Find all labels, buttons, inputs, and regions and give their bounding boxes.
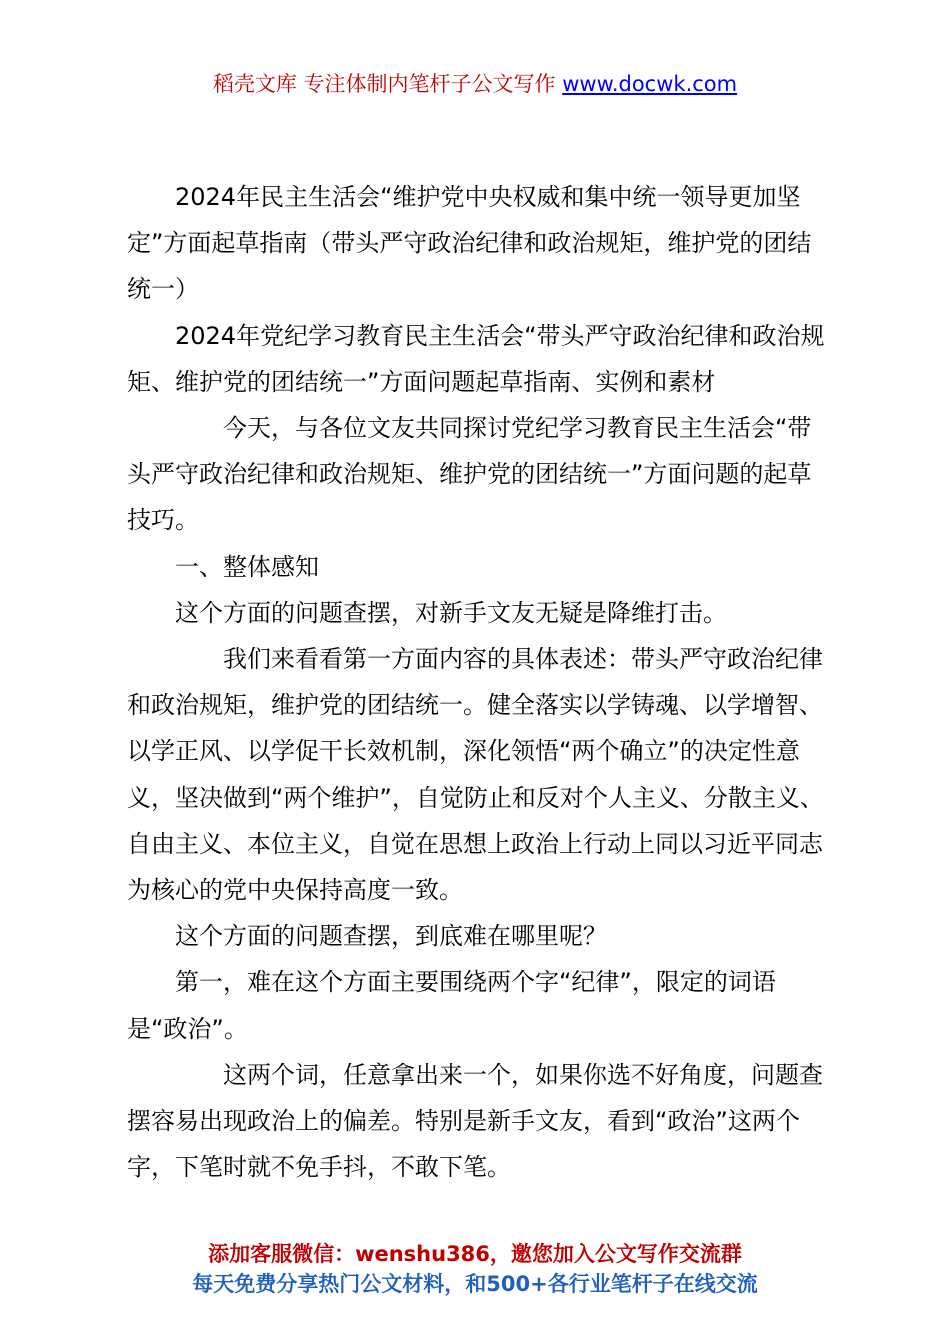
document-title-line-1: 2024年民主生活会“维护党中央权威和集中统一领导更加坚定”方面起草指南（带头严守政治纪律和政治规矩，维护党的团结统一） [127,183,812,304]
paragraph: 第一，难在这个方面主要围绕两个字“纪律”，限定的词语是“政治”。 [127,968,776,1043]
paragraph: 这两个词，任意拿出来一个，如果你选不好角度，问题查摆容易出现政治上的偏差。特别是新手文友，看到“政治”这两个字，下笔时就不免手抖，不敢下笔。 [127,1060,823,1182]
section-heading: 一、整体感知 [175,552,319,581]
document-title-line-2: 2024年党纪学习教育民主生活会“带头严守政治纪律和政治规矩、维护党的团结统一”方面问题起草指南、实例和素材 [127,321,825,396]
paragraph: 这个方面的问题查摆，到底难在哪里呢？ [175,922,607,951]
paragraph: 我们来看看第一方面内容的具体表述：带头严守政治纪律和政治规矩，维护党的团结统一。健全落实以学铸魂、以学增智、以学正风、以学促干长效机制，深化领悟“两个确立”的决定性意义，坚决做到“两个维护”，自觉防止和反对个人主义、分散主义、自由主义、本位主义，自觉在思想上政治上行动上同以习近平同志为核心的党中央保持高度一致。 [127,645,824,905]
header-brand-text: 稻壳文库 专注体制内笔杆子公文写作 [212,72,563,96]
page-header [0,68,950,100]
paragraph-intro: 今天，与各位文友共同探讨党纪学习教育民主生活会“带头严守政治纪律和政治规矩、维护党的团结统一”方面问题的起草技巧。 [127,414,812,535]
footer-wechat-line: 添加客服微信：wenshu386，邀您加入公文写作交流群 [208,1242,742,1266]
footer-share-line: 每天免费分享热门公文材料，和500+各行业笔杆子在线交流 [192,1272,758,1296]
header-website-link[interactable]: www.docwk.com [562,72,738,96]
document-body [127,174,831,1190]
page-footer [0,1239,950,1299]
paragraph: 这个方面的问题查摆，对新手文友无疑是降维打击。 [175,598,727,627]
